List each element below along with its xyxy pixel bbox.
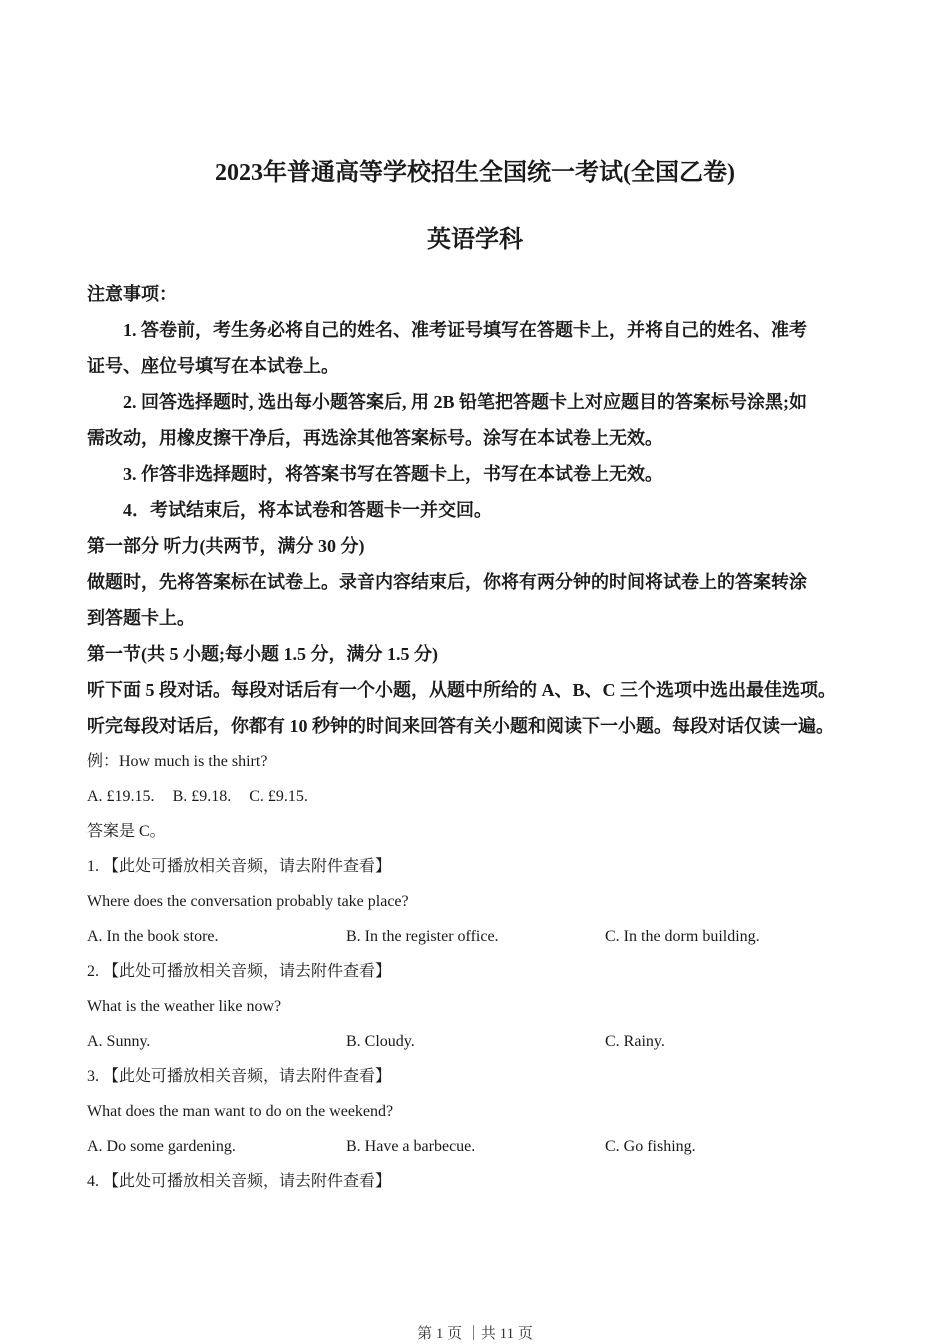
notice-item-3: 3. 作答非选择题时，将答案书写在答题卡上，书写在本试卷上无效。 bbox=[123, 464, 663, 484]
section1-instructions-line-2: 听完每段对话后，你都有 10 秒钟的时间来回答有关小题和阅读下一小题。每段对话仅读一遍。 bbox=[87, 716, 834, 736]
part1-heading: 第一部分 听力(共两节，满分 30 分) bbox=[87, 536, 365, 556]
notice-item-4: 4．考试结束后，将本试卷和答题卡一并交回。 bbox=[123, 500, 492, 520]
question-3-option-c: C. Go fishing. bbox=[605, 1138, 696, 1155]
question-3-option-b: B. Have a barbecue. bbox=[346, 1138, 476, 1155]
question-2-text: What is the weather like now? bbox=[87, 998, 282, 1015]
section1-heading: 第一节(共 5 小题;每小题 1.5 分，满分 1.5 分) bbox=[87, 644, 438, 664]
part1-instructions-line-2: 到答题卡上。 bbox=[87, 608, 195, 628]
section1-instructions-line-1: 听下面 5 段对话。每段对话后有一个小题，从题中所给的 A、B、C 三个选项中选出最佳选项。 bbox=[87, 680, 836, 700]
question-1-audio-link[interactable]: 1. 【此处可播放相关音频，请去附件查看】 bbox=[87, 858, 392, 875]
question-1-text: Where does the conversation probably take place? bbox=[87, 893, 409, 910]
example-options bbox=[87, 779, 877, 814]
exam-title: 2023年普通高等学校招生全国统一考试(全国乙卷) bbox=[215, 160, 735, 186]
question-1-option-b: B. In the register office. bbox=[346, 928, 499, 945]
example-option-a: A. £19.15. bbox=[87, 788, 155, 805]
question-2-audio-link[interactable]: 2. 【此处可播放相关音频，请去附件查看】 bbox=[87, 963, 392, 980]
question-2-option-a: A. Sunny. bbox=[87, 1033, 151, 1050]
example-option-b: B. £9.18. bbox=[172, 788, 232, 805]
question-3-option-a: A. Do some gardening. bbox=[87, 1138, 236, 1155]
question-3-text: What does the man want to do on the weekend? bbox=[87, 1103, 394, 1120]
question-1-options bbox=[87, 919, 877, 954]
example-answer: 答案是 C。 bbox=[87, 823, 166, 840]
notice-item-2-line-2: 需改动，用橡皮擦干净后，再选涂其他答案标号。涂写在本试卷上无效。 bbox=[87, 428, 663, 448]
question-1-option-c: C. In the dorm building. bbox=[605, 928, 760, 945]
question-3-options bbox=[87, 1129, 877, 1164]
question-3-audio-link[interactable]: 3. 【此处可播放相关音频，请去附件查看】 bbox=[87, 1068, 392, 1085]
notice-item-1-line-1: 1. 答卷前，考生务必将自己的姓名、准考证号填写在答题卡上，并将自己的姓名、准考 bbox=[123, 320, 807, 340]
notice-item-1-line-2: 证号、座位号填写在本试卷上。 bbox=[87, 356, 339, 376]
question-2-option-c: C. Rainy. bbox=[605, 1033, 665, 1050]
example-question: 例：How much is the shirt? bbox=[87, 753, 268, 770]
notice-heading: 注意事项： bbox=[87, 284, 177, 304]
example-option-c: C. £9.15. bbox=[249, 788, 308, 805]
page-footer: 第 1 页 ｜共 11 页 bbox=[417, 1326, 533, 1342]
subject-title: 英语学科 bbox=[427, 227, 523, 253]
question-1-option-a: A. In the book store. bbox=[87, 928, 219, 945]
question-2-options bbox=[87, 1024, 877, 1059]
notice-item-2-line-1: 2. 回答选择题时, 选出每小题答案后, 用 2B 铅笔把答题卡上对应题目的答案标号涂黑;如 bbox=[123, 392, 807, 412]
question-2-option-b: B. Cloudy. bbox=[346, 1033, 415, 1050]
part1-instructions-line-1: 做题时，先将答案标在试卷上。录音内容结束后，你将有两分钟的时间将试卷上的答案转涂 bbox=[87, 572, 807, 592]
question-4-audio-link[interactable]: 4. 【此处可播放相关音频，请去附件查看】 bbox=[87, 1173, 392, 1190]
exam-body bbox=[87, 276, 877, 1199]
